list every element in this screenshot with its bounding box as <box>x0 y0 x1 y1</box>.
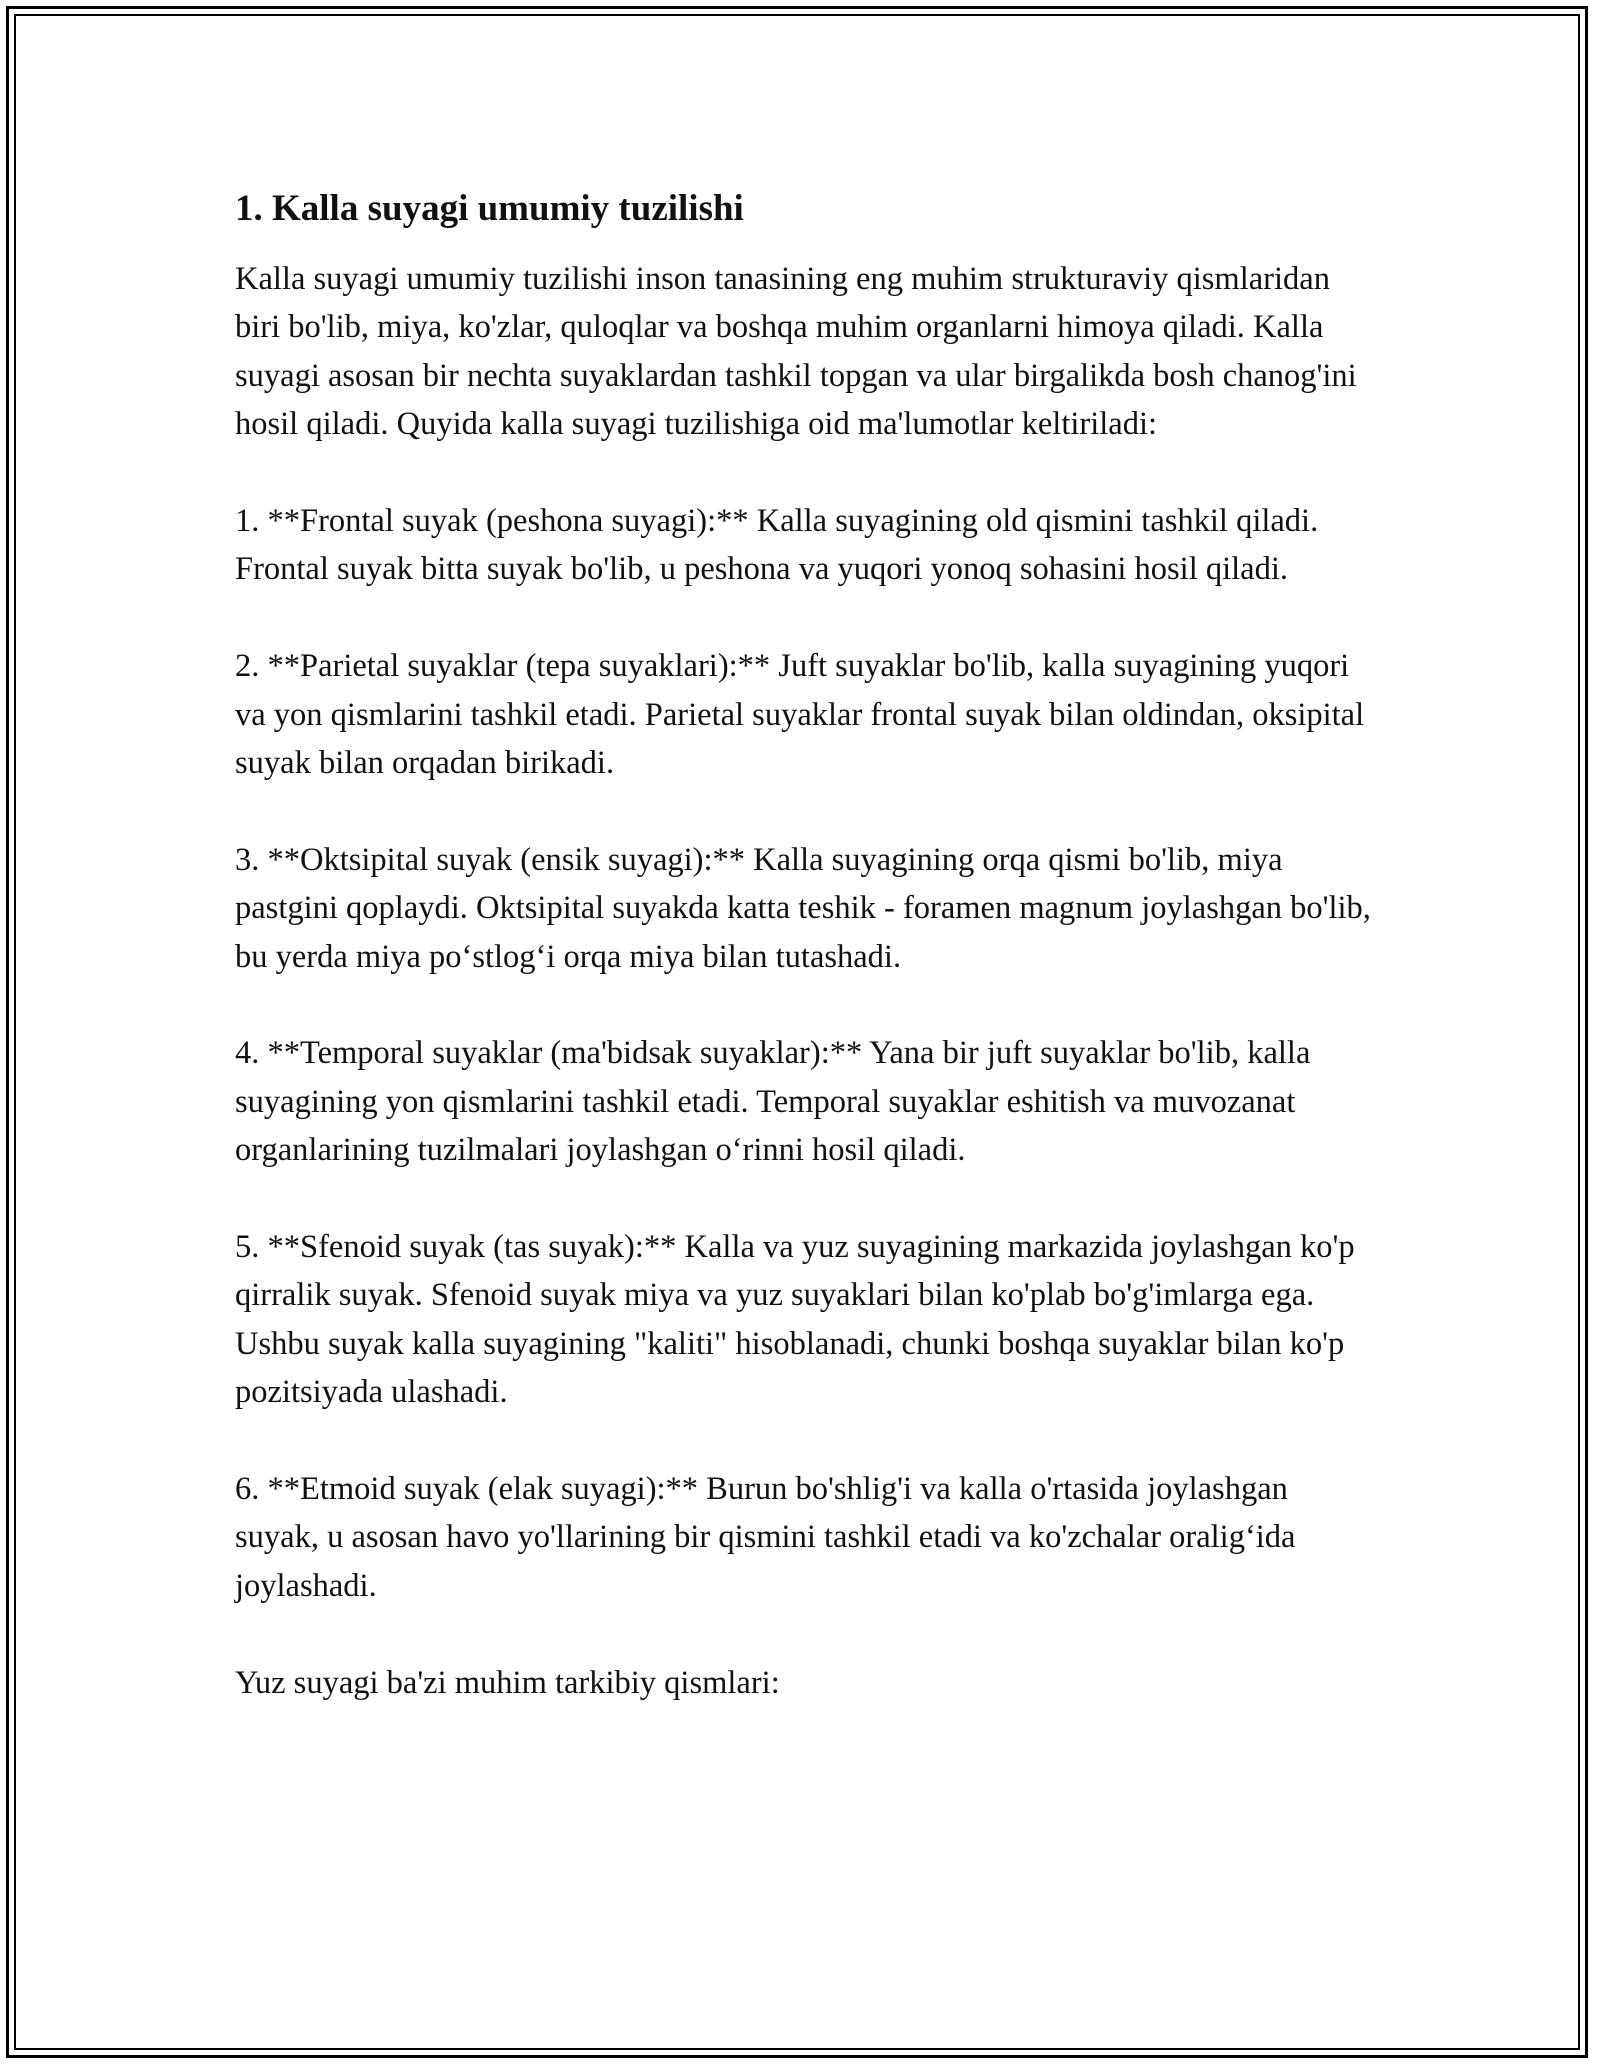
document-body <box>235 185 1375 1755</box>
list-item-sphenoid: 5. **Sfenoid suyak (tas suyak):** Kalla va yuz suyagining markazida joylashgan ko'p qirralik suyak. Sfenoid suyak miya va yuz suyaklari bilan ko'plab bo'g'imlarga ega. Ushbu suyak kalla suyagining "kaliti" hisoblanadi, chunki boshqa suyaklar bilan ko'p pozitsiyada ulashadi. <box>235 1229 1355 1411</box>
list-item-temporal: 4. **Temporal suyaklar (ma'bidsak suyaklar):** Yana bir juft suyaklar bo'lib, kalla suyagining yon qismlarini tashkil etadi. Temporal suyaklar eshitish va muvozanat organlarining tuzilmalari joylashgan o‘rinni hosil qiladi. <box>235 1035 1311 1169</box>
intro-paragraph: Kalla suyagi umumiy tuzilishi inson tanasining eng muhim strukturaviy qismlaridan biri bo'lib, miya, ko'zlar, quloqlar va boshqa muhim organlarni himoya qiladi. Kalla suyagi asosan bir nechta suyaklardan tashkil topgan va ular birgalikda bosh chanog'ini hosil qiladi. Quyida kalla suyagi tuzilishiga oid ma'lumotlar keltiriladi: <box>235 261 1357 443</box>
list-item-frontal: 1. **Frontal suyak (peshona suyagi):** Kalla suyagining old qismini tashkil qiladi. Frontal suyak bitta suyak bo'lib, u peshona va yuqori yonoq sohasini hosil qiladi. <box>235 503 1319 588</box>
closing-paragraph: Yuz suyagi ba'zi muhim tarkibiy qismlari: <box>235 1664 780 1701</box>
document-title: 1. Kalla suyagi umumiy tuzilishi <box>235 188 744 229</box>
list-item-parietal: 2. **Parietal suyaklar (tepa suyaklari):** Juft suyaklar bo'lib, kalla suyagining yuqori va yon qismlarini tashkil etadi. Parietal suyaklar frontal suyak bilan oldindan, oksipital suyak bilan orqadan birikadi. <box>235 648 1365 782</box>
list-item-occipital: 3. **Oktsipital suyak (ensik suyagi):** Kalla suyagining orqa qismi bo'lib, miya pastgini qoplaydi. Oktsipital suyakda katta teshik - foramen magnum joylashgan bo'lib, bu yerda miya po‘stlog‘i orqa miya bilan tutashadi. <box>235 841 1371 975</box>
list-item-ethmoid: 6. **Etmoid suyak (elak suyagi):** Burun bo'shlig'i va kalla o'rtasida joylashgan suyak, u asosan havo yo'llarining bir qismini tashkil etadi va ko'zchalar oralig‘ida joylashadi. <box>235 1471 1296 1604</box>
